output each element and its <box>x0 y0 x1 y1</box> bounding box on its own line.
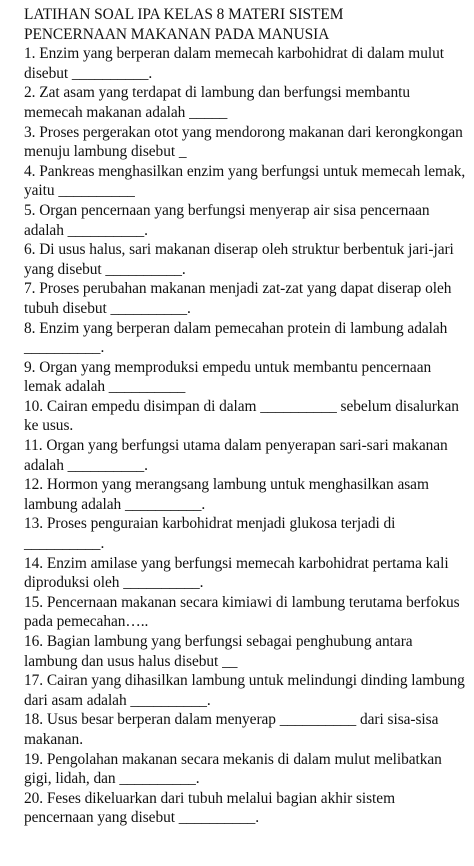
question-20: 20. Feses dikeluarkan dari tubuh melalui bagian akhir sistem pencernaan yang disebut __________. <box>24 789 395 827</box>
question-5: 5. Organ pencernaan yang berfungsi menyerap air sisa pencernaan adalah __________. <box>24 201 430 239</box>
question-10: 10. Cairan empedu disimpan di dalam __________ sebelum disalurkan ke usus. <box>24 397 459 435</box>
question-16: 16. Bagian lambung yang berfungsi sebagai penghubung antara lambung dan usus halus disebut __ <box>24 633 413 670</box>
question-18: 18. Usus besar berperan dalam menyerap __________ dari sisa-sisa makanan. <box>24 711 439 748</box>
worksheet-title <box>24 5 466 44</box>
title-line-2: PENCERNAAN MAKANAN PADA MANUSIA <box>24 25 330 43</box>
question-6: 6. Di usus halus, sari makanan diserap oleh struktur berbentuk jari-jari yang disebut __________. <box>24 241 454 278</box>
question-3: 3. Proses pergerakan otot yang mendorong makanan dari kerongkongan menuju lambung disebut _ <box>24 123 463 161</box>
question-19: 19. Pengolahan makanan secara mekanis di dalam mulut melibatkan gigi, lidah, dan __________. <box>24 750 442 788</box>
question-14: 14. Enzim amilase yang berfungsi memecah karbohidrat pertama kali diproduksi oleh __________. <box>24 554 449 592</box>
question-8: 8. Enzim yang berperan dalam pemecahan protein di lambung adalah __________. <box>24 319 448 357</box>
title-line-1: LATIHAN SOAL IPA KELAS 8 MATERI SISTEM <box>24 6 344 23</box>
question-11: 11. Organ yang berfungsi utama dalam penyerapan sari-sari makanan adalah __________. <box>24 437 448 474</box>
question-2: 2. Zat asam yang terdapat di lambung dan berfungsi membantu memecah makanan adalah _____ <box>24 84 410 121</box>
question-15: 15. Pencernaan makanan secara kimiawi di lambung terutama berfokus pada pemecahan….. <box>24 593 460 631</box>
question-4: 4. Pankreas menghasilkan enzim yang berfungsi untuk memecah lemak, yaitu __________ <box>24 162 466 200</box>
question-1: 1. Enzim yang berperan dalam memecah karbohidrat di dalam mulut disebut __________. <box>24 45 444 82</box>
question-13: 13. Proses penguraian karbohidrat menjadi glukosa terjadi di __________. <box>24 515 396 553</box>
question-7: 7. Proses perubahan makanan menjadi zat-zat yang dapat diserap oleh tubuh disebut __________. <box>24 280 452 317</box>
question-17: 17. Cairan yang dihasilkan lambung untuk melindungi dinding lambung dari asam adalah __________. <box>24 672 465 709</box>
question-9: 9. Organ yang memproduksi empedu untuk membantu pencernaan lemak adalah __________ <box>24 358 432 396</box>
question-12: 12. Hormon yang merangsang lambung untuk menghasilkan asam lambung adalah __________. <box>24 476 429 513</box>
question-list <box>24 44 466 828</box>
